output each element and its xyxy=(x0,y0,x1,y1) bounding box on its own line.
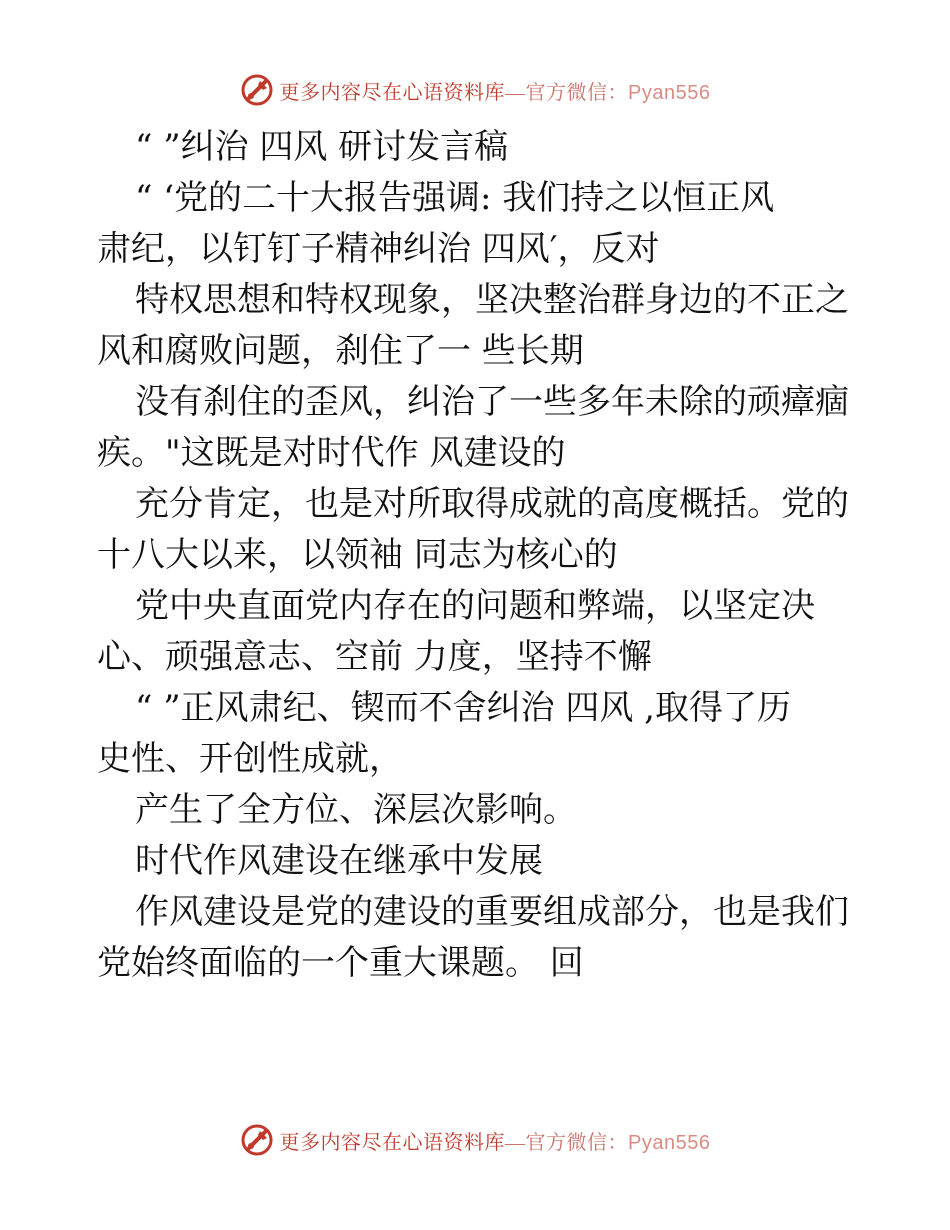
header-banner-text xyxy=(280,76,711,105)
paragraph-line: 党中央直面党内存在的问题和弊端，以坚定决 xyxy=(135,586,815,626)
header-banner-title: 更多内容尽在心语资料库 xyxy=(279,81,506,104)
paragraph-line: 党始终面临的一个重大课题。 回 xyxy=(97,943,584,983)
paragraph-line: 没有刹住的歪风，纠治了一些多年未除的顽瘴痼 xyxy=(135,382,849,422)
paragraph-line: 疾。"这既是对时代作 风建设的 xyxy=(97,433,566,473)
header-banner-inner xyxy=(240,73,711,107)
header-banner-wechat-label: 官方微信： xyxy=(525,81,629,104)
document-body xyxy=(97,122,857,989)
footer-banner xyxy=(0,1120,950,1160)
paragraph-line: 作风建设是党的建设的重要组成部分，也是我们 xyxy=(135,892,849,932)
brand-logo-icon xyxy=(240,1123,274,1157)
footer-banner-title: 更多内容尽在心语资料库 xyxy=(279,1131,506,1154)
paragraph-line: 风和腐败问题，刹住了一 些长期 xyxy=(97,331,584,371)
header-banner xyxy=(0,70,950,110)
paragraph-line: 特权思想和特权现象，坚决整治群身边的不正之 xyxy=(135,280,849,320)
footer-banner-text xyxy=(280,1126,711,1155)
document-title: “ ”纠治 四风 研讨发言稿 xyxy=(135,127,509,167)
header-banner-wechat-id: Pyan556 xyxy=(628,81,711,104)
header-banner-dash: — xyxy=(505,81,526,104)
paragraph-line: “ ”正风肃纪、锲而不舍纠治 四风 ,取得了历 xyxy=(135,688,791,728)
paragraph-line: 充分肯定，也是对所取得成就的高度概括。党的 xyxy=(135,484,849,524)
paragraph-line: 心、顽强意志、空前 力度，坚持不懈 xyxy=(97,637,652,677)
paragraph-line: 十八大以来，以领袖 同志为核心的 xyxy=(97,535,618,575)
footer-banner-dash: — xyxy=(505,1131,526,1154)
paragraph-line: 史性、开创性成就， xyxy=(97,739,403,779)
section-heading: 时代作风建设在继承中发展 xyxy=(135,841,543,881)
paragraph-line: 产生了全方位、深层次影响。 xyxy=(135,790,577,830)
footer-banner-wechat-label: 官方微信： xyxy=(525,1131,629,1154)
footer-banner-wechat-id: Pyan556 xyxy=(628,1131,711,1154)
footer-banner-inner xyxy=(240,1123,711,1157)
paragraph-line: 肃纪，以钉钉子精神纠治 四风′，反对 xyxy=(97,229,660,269)
brand-logo-icon xyxy=(240,73,274,107)
paragraph-line: “ ‘党的二十大报告强调: 我们持之以恒正风 xyxy=(135,178,775,218)
